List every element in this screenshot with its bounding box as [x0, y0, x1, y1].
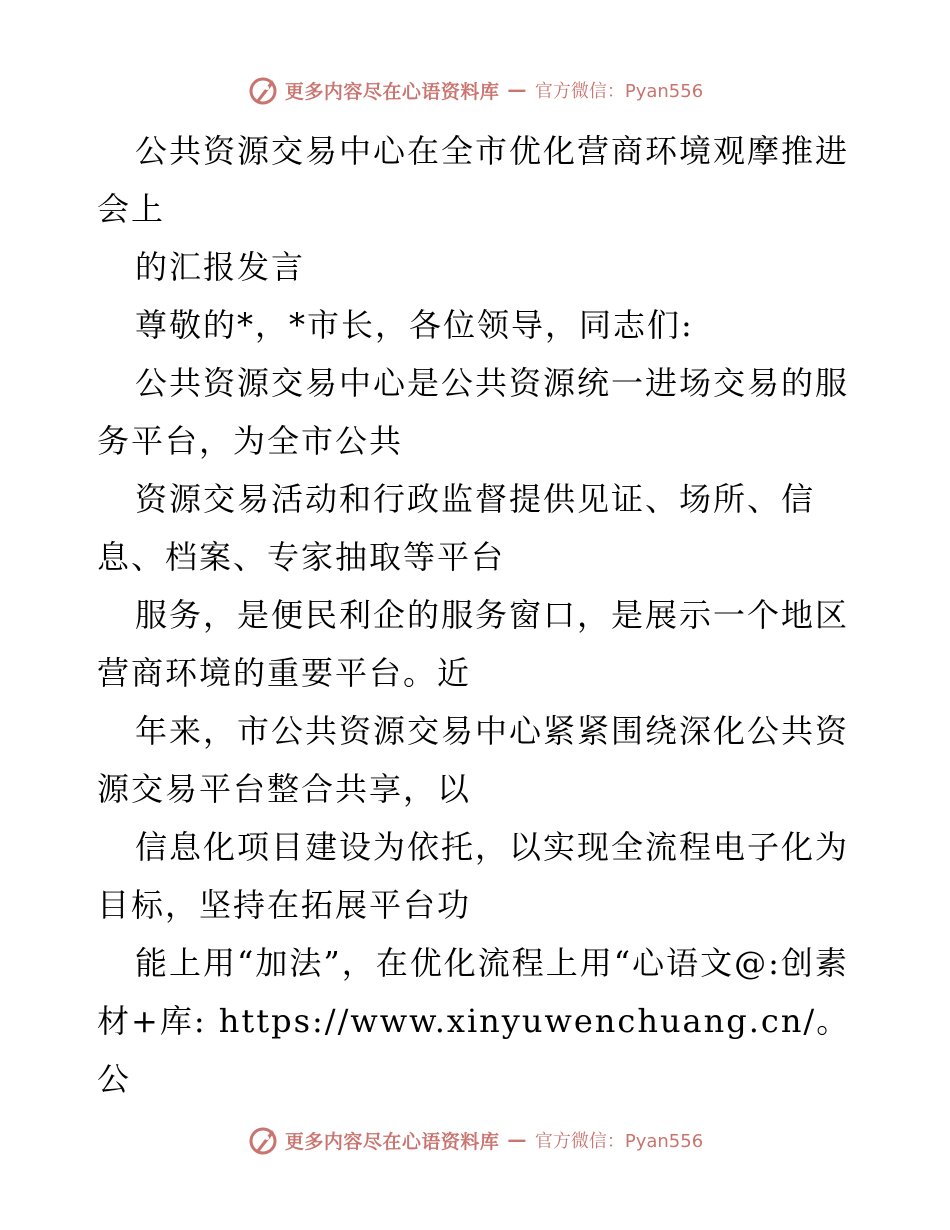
watermark-contact: 官方微信：Pyan556 [534, 1131, 704, 1152]
paragraph: 服务，是便民利企的服务窗口，是展示一个地区营商环境的重要平台。近 [97, 596, 850, 692]
watermark-dash: — [507, 79, 527, 101]
paragraph: 能上用“加法”，在优化流程上用“心语文@:创素材+库: https://www.xinyuwenchuang.cn/。公 [97, 944, 851, 1098]
watermark-contact: 官方微信：Pyan556 [534, 81, 704, 102]
watermark-text: 更多内容尽在心语资料库 [284, 80, 500, 103]
paragraph: 年来，市公共资源交易中心紧紧围绕深化公共资源交易平台整合共享，以 [97, 712, 850, 808]
watermark-text: 更多内容尽在心语资料库 [284, 1130, 500, 1153]
paragraph-title-line-2: 的汇报发言 [135, 248, 306, 286]
paragraph-title-line-1: 公共资源交易中心在全市优化营商环境观摩推进会上 [97, 132, 850, 228]
header-watermark [0, 72, 950, 108]
quill-logo-icon [247, 1124, 279, 1156]
watermark-dash: — [507, 1129, 527, 1151]
paragraph: 资源交易活动和行政监督提供见证、场所、信息、档案、专家抽取等平台 [97, 480, 816, 576]
quill-logo-icon [247, 74, 279, 106]
paragraph-salutation: 尊敬的*，*市长，各位领导，同志们: [135, 306, 694, 344]
document-body [97, 122, 857, 1108]
footer-watermark [0, 1122, 950, 1158]
paragraph: 信息化项目建设为依托，以实现全流程电子化为目标，坚持在拓展平台功 [97, 828, 850, 924]
paragraph: 公共资源交易中心是公共资源统一进场交易的服务平台，为全市公共 [97, 364, 850, 460]
